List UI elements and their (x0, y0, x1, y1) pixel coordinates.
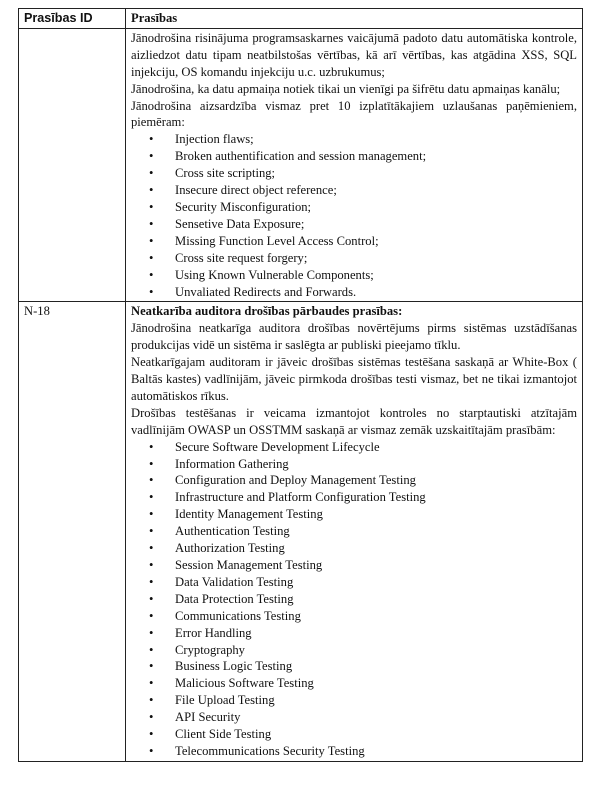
bullet-icon: • (149, 524, 154, 539)
list-item (149, 216, 577, 233)
list-item (149, 267, 577, 284)
row2-content-cell (126, 302, 583, 761)
list-item-text: API Security (175, 710, 241, 725)
row2-id-cell: N-18 (19, 302, 126, 761)
row2-paragraph: Drošības testēšanas ir veicama izmantojot kontroles no starptautiski atzītajām vadlīnijām OWASP un OSSTMM saskaņā ar vismaz zemāk uzskaitītajām prasībām: (131, 405, 577, 437)
row1-paragraph: Jānodrošina aizsardzība vismaz pret 10 izplatītākajiem uzlaušanas paņēmieniem, piemēram: (131, 98, 577, 130)
list-item-text: Session Management Testing (175, 558, 323, 572)
list-item-text: Secure Software Development Lifecycle (175, 439, 380, 454)
list-item (149, 506, 577, 523)
bullet-icon: • (149, 284, 154, 299)
header-row (19, 9, 583, 29)
list-item-text: Missing Function Level Access Control; (175, 233, 379, 248)
list-item (149, 726, 577, 743)
list-item (149, 608, 577, 625)
list-item (149, 148, 577, 165)
list-item (149, 456, 577, 473)
bullet-icon: • (149, 473, 154, 488)
header-requirements: Prasības (126, 9, 583, 29)
bullet-icon: • (149, 608, 154, 623)
bullet-icon: • (149, 149, 154, 164)
header-requirement-id: Prasības ID (19, 9, 126, 29)
list-item (149, 250, 577, 267)
list-item-text: Malicious Software Testing (175, 676, 314, 691)
list-item-text: Cross site request forgery; (175, 250, 308, 265)
list-item-text: Telecommunications Security Testing (175, 743, 365, 758)
list-item (149, 557, 577, 574)
list-item-text: Information Gathering (175, 456, 289, 471)
bullet-icon: • (149, 233, 154, 248)
bullet-icon: • (149, 710, 154, 725)
bullet-icon: • (149, 507, 154, 522)
list-item (149, 182, 577, 199)
list-item-text: Cross site scripting; (175, 166, 276, 181)
bullet-icon: • (149, 541, 154, 556)
list-item-text: Configuration and Deploy Management Testing (175, 473, 416, 488)
list-item-text: Authorization Testing (175, 541, 285, 556)
list-item-text: File Upload Testing (175, 693, 275, 708)
row1-paragraph: Jānodrošina risinājuma programsaskarnes vaicājumā padoto datu automātiska kontrole, aizliedzot datu tipam neatbilstošas vērtības, kā arī vērtības, kas atgādina XSS, SQL injekciju, OS komandu injekciju u.c. uzbrukumus; (131, 30, 577, 79)
bullet-icon: • (149, 743, 154, 758)
bullet-icon: • (149, 591, 154, 606)
bullet-icon: • (149, 659, 154, 674)
bullet-icon: • (149, 216, 154, 231)
bullet-icon: • (149, 267, 154, 282)
row2-paragraph: Jānodrošina neatkarīga auditora drošības novērtējums pirms sistēmas uzstādīšanas produkcijas vidē un sistēma ir saslēgta ar publiski pieejamo tīklu. (131, 321, 577, 353)
row2-paragraph: Neatkarīgajam auditoram ir jāveic drošības sistēmas testēšana saskaņā ar White-Box ( Baltās kastes) vadlīnijām, jāveic pirmkoda drošības testi vismaz, bet ne tikai izmantojot automātiskos rīkus. (131, 355, 577, 403)
list-item (149, 709, 577, 726)
list-item-text: Error Handling (175, 625, 252, 640)
bullet-icon: • (149, 183, 154, 198)
bullet-icon: • (149, 490, 154, 505)
row2-bullet-list (131, 439, 577, 760)
list-item (149, 692, 577, 709)
list-item (149, 233, 577, 250)
list-item (149, 743, 577, 760)
list-item (149, 523, 577, 540)
list-item-text: Using Known Vulnerable Components; (175, 267, 374, 282)
list-item-text: Broken authentification and session management; (175, 149, 427, 164)
bullet-icon: • (149, 439, 154, 454)
bullet-icon: • (149, 693, 154, 708)
list-item-text: Cryptography (175, 642, 245, 657)
list-item-text: Client Side Testing (175, 727, 272, 742)
row1-id-cell (19, 28, 126, 302)
list-item (149, 199, 577, 216)
list-item-text: Communications Testing (175, 608, 301, 623)
list-item (149, 165, 577, 182)
list-item-text: Business Logic Testing (175, 659, 293, 674)
bullet-icon: • (149, 132, 154, 147)
list-item (149, 489, 577, 506)
list-item-text: Insecure direct object reference; (175, 183, 337, 198)
list-item (149, 658, 577, 675)
bullet-icon: • (149, 166, 154, 181)
row1-content-cell (126, 28, 583, 302)
row2-subtitle: Neatkarība auditora drošības pārbaudes prasības: (131, 304, 403, 319)
row1-paragraph: Jānodrošina, ka datu apmaiņa notiek tikai un vienīgi pa šifrētu datu apmaiņas kanālu; (131, 81, 561, 96)
list-item (149, 540, 577, 557)
bullet-icon: • (149, 456, 154, 471)
bullet-icon: • (149, 676, 154, 691)
table-row (19, 302, 583, 761)
bullet-icon: • (149, 250, 154, 265)
bullet-icon: • (149, 199, 154, 214)
bullet-icon: • (149, 625, 154, 640)
bullet-icon: • (149, 558, 154, 572)
row1-bullet-list (131, 131, 577, 300)
list-item (149, 574, 577, 591)
list-item (149, 131, 577, 148)
table-row (19, 28, 583, 302)
bullet-icon: • (149, 642, 154, 657)
list-item-text: Sensetive Data Exposure; (175, 216, 305, 231)
list-item (149, 472, 577, 489)
list-item (149, 642, 577, 659)
bullet-icon: • (149, 574, 154, 589)
bullet-icon: • (149, 727, 154, 742)
list-item-text: Authentication Testing (175, 524, 290, 539)
list-item (149, 284, 577, 301)
list-item-text: Security Misconfiguration; (175, 199, 312, 214)
list-item (149, 625, 577, 642)
list-item-text: Infrastructure and Platform Configuration Testing (175, 490, 426, 505)
list-item-text: Data Protection Testing (175, 591, 294, 606)
list-item (149, 439, 577, 456)
list-item (149, 675, 577, 692)
list-item-text: Identity Management Testing (175, 507, 323, 522)
list-item-text: Injection flaws; (175, 132, 254, 147)
list-item-text: Unvaliated Redirects and Forwards. (175, 284, 357, 299)
requirements-table (18, 8, 583, 762)
list-item-text: Data Validation Testing (175, 574, 294, 589)
list-item (149, 591, 577, 608)
